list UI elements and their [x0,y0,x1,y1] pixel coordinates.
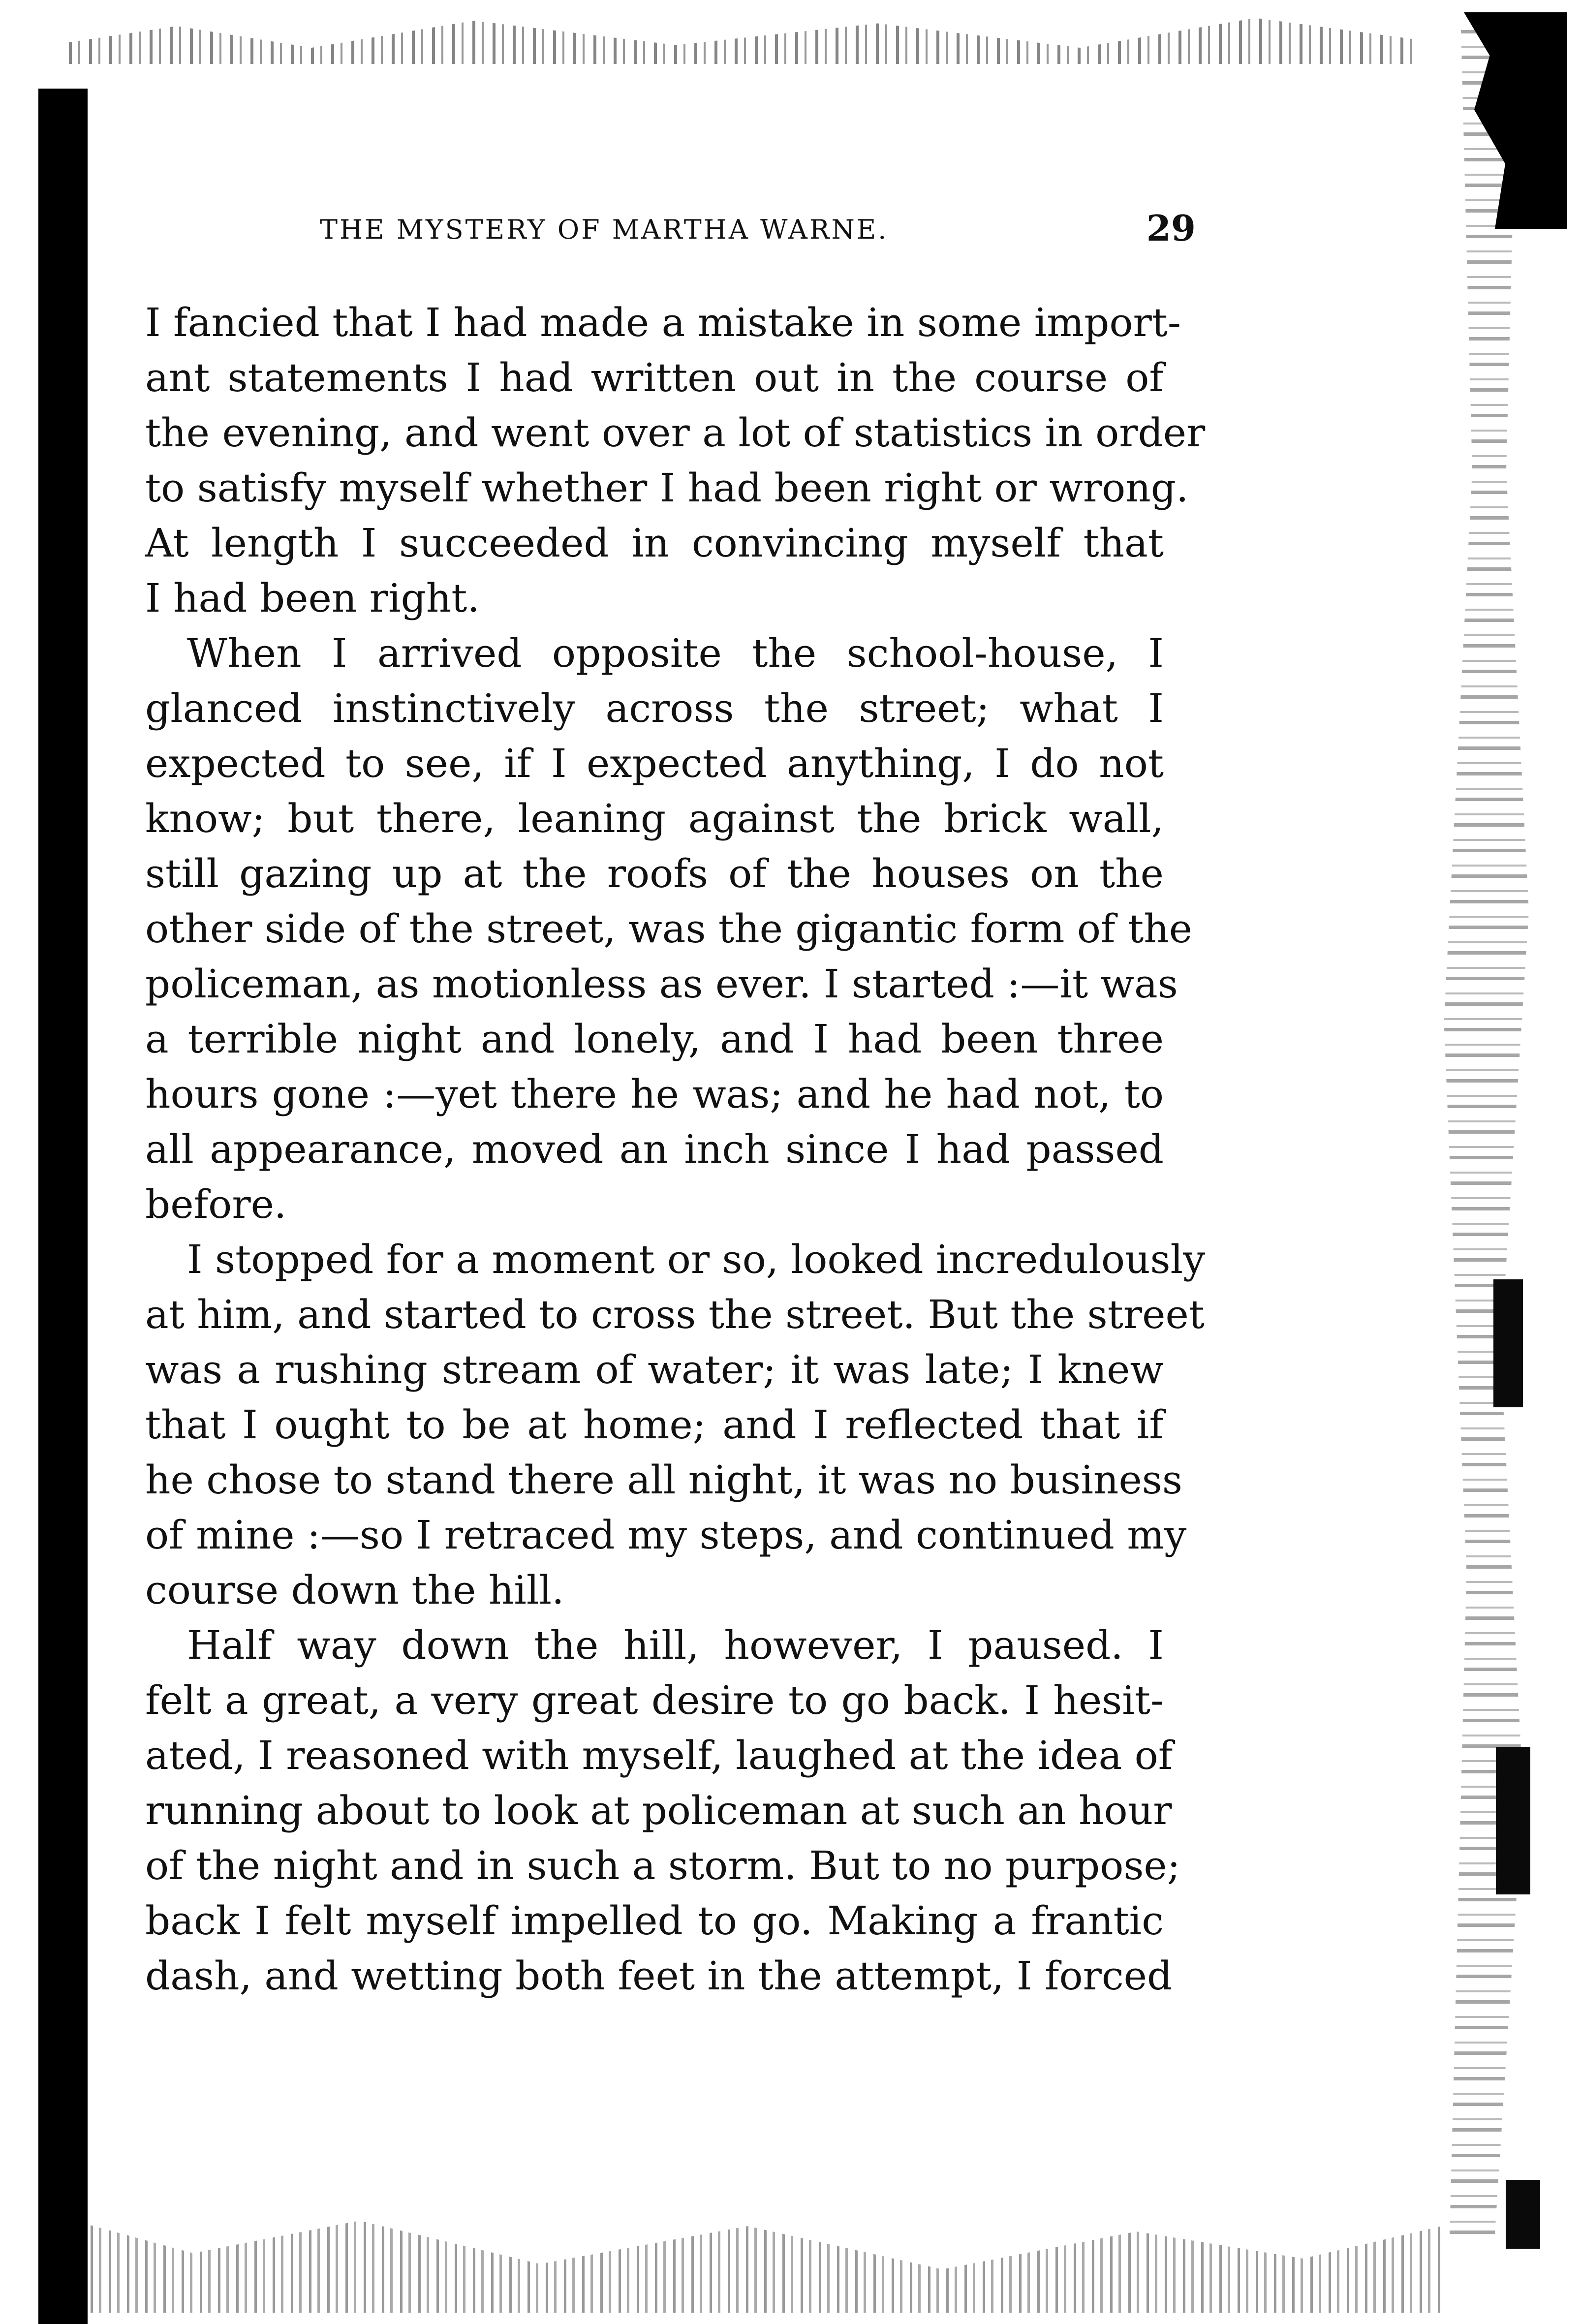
scan-edge-mark [1493,1279,1523,1407]
text-line: At length I succeeded in convincing myself that [145,520,1164,566]
text-line: all appearance, moved an inch since I had passed [145,1126,1164,1172]
text-line: before. [145,1181,287,1227]
text-line: he chose to stand there all night, it was no business [145,1457,1182,1503]
text-line: of the night and in such a storm. But to no purpose; [145,1843,1180,1889]
text-line: felt a great, a very great desire to go back. I hesit- [145,1677,1164,1723]
text-line: of mine :—so I retraced my steps, and continued my [145,1512,1187,1558]
scan-noise-right [1427,30,1540,2234]
text-line: I fancied that I had made a mistake in some import- [145,300,1181,345]
text-line: hours gone :—yet there he was; and he had not, to [145,1071,1164,1117]
text-line: When I arrived opposite the school-house, I [187,630,1164,676]
scan-edge-mark [1496,1747,1530,1894]
text-line: was a rushing stream of water; it was late; I knew [145,1347,1164,1393]
text-line: glanced instinctively across the street; what I [145,685,1164,731]
text-line: other side of the street, was the gigantic form of the [145,906,1193,952]
text-line: course down the hill. [145,1567,564,1613]
page-number: 29 [1146,207,1196,249]
text-line: I stopped for a moment or so, looked incredulously [187,1237,1206,1282]
text-line: I had been right. [145,575,480,621]
text-line: at him, and started to cross the street. But the street [145,1292,1205,1337]
text-line: the evening, and went over a lot of statistics in order [145,410,1206,456]
text-line: Half way down the hill, however, I paused. I [187,1622,1164,1668]
text-line: ant statements I had written out in the course of [145,355,1164,401]
text-line: back I felt myself impelled to go. Making a frantic [145,1898,1164,1944]
text-line: know; but there, leaning against the brick wall, [145,796,1164,841]
running-title: THE MYSTERY OF MARTHA WARNE. [320,214,889,245]
text-line: that I ought to be at home; and I reflected that if [145,1402,1164,1448]
scan-left-edge-shadow [38,89,88,2324]
running-head [320,207,1196,253]
text-line: still gazing up at the roofs of the houses on the [145,851,1164,897]
text-line: expected to see, if I expected anything, I do not [145,741,1164,786]
text-line: running about to look at policeman at such an hour [145,1788,1172,1833]
scan-noise-top [69,10,1417,64]
text-line: dash, and wetting both feet in the attempt, I forced [145,1953,1173,1999]
scan-edge-mark [1506,2180,1540,2249]
text-line: ated, I reasoned with myself, laughed at the idea of [145,1733,1173,1778]
text-line: a terrible night and lonely, and I had been three [145,1016,1164,1062]
text-line: policeman, as motionless as ever. I started :—it was [145,961,1178,1007]
scan-noise-bottom [54,2204,1442,2313]
text-line: to satisfy myself whether I had been right or wrong. [145,465,1189,511]
